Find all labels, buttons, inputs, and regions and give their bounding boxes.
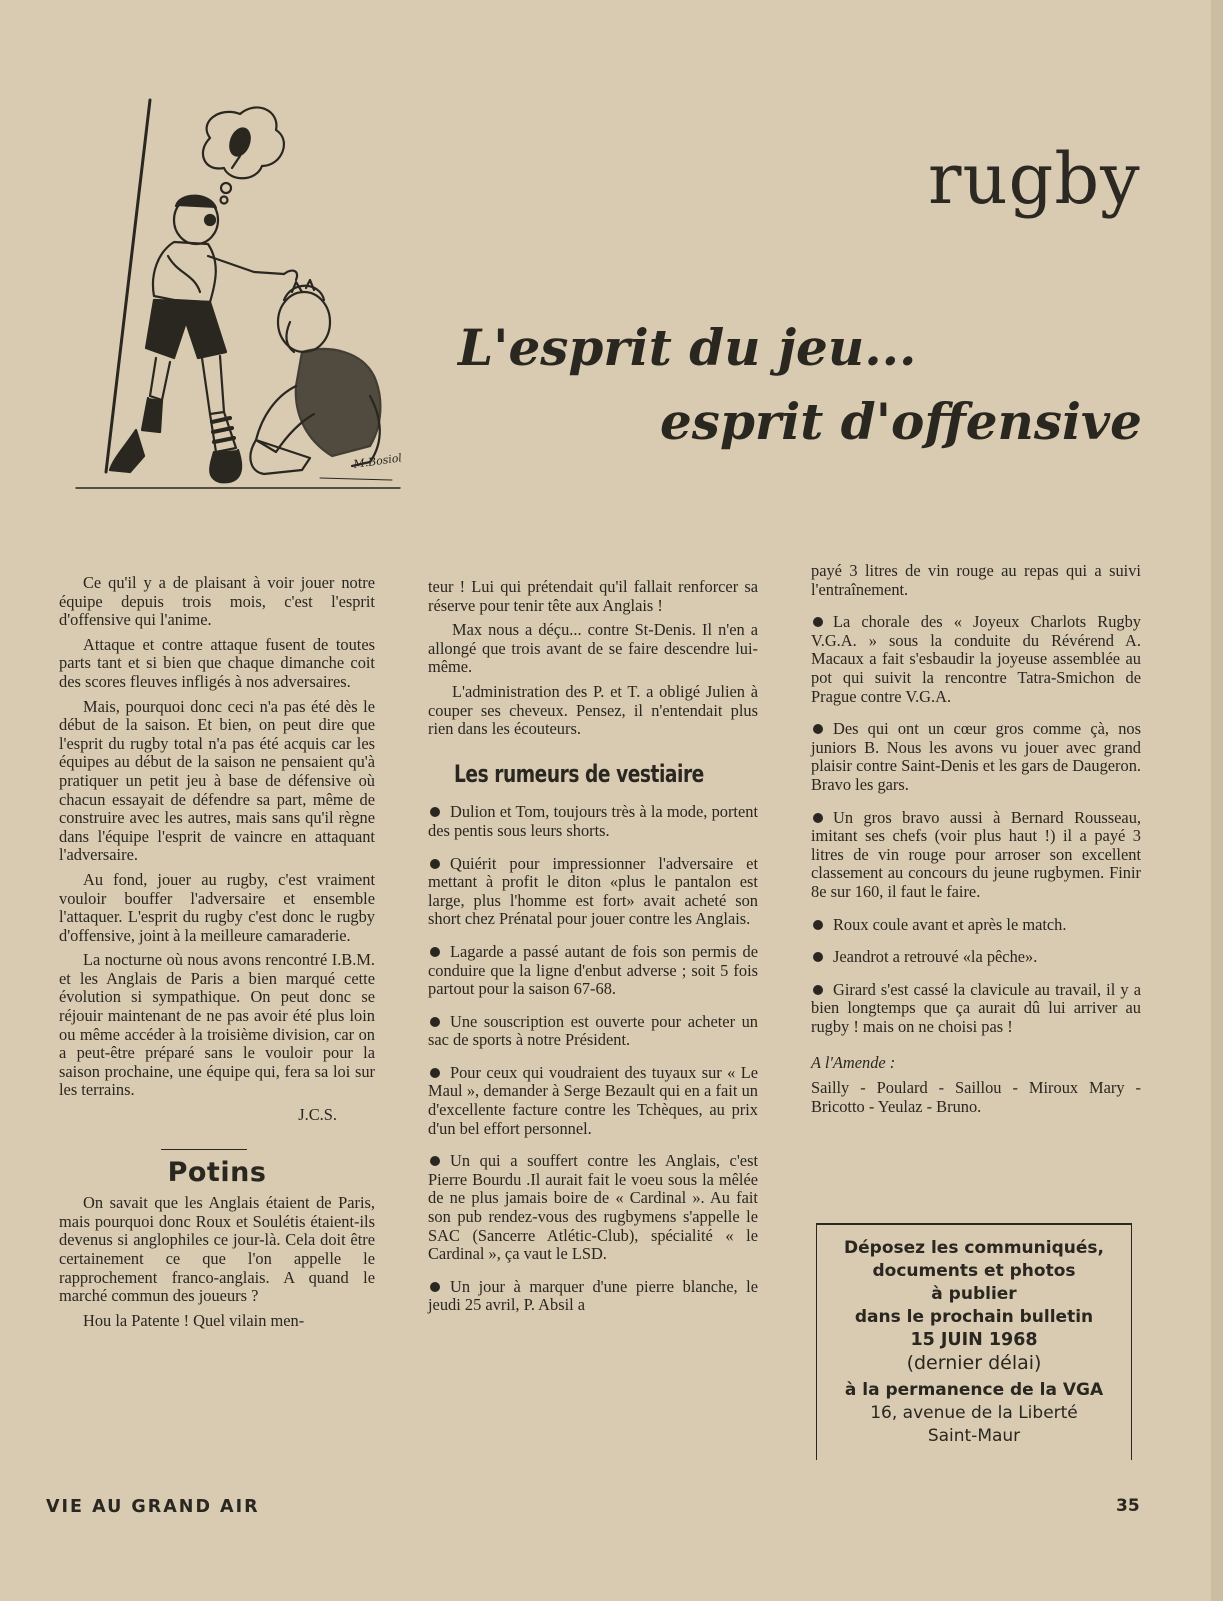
rumeurs-heading: Les rumeurs de vestiaire [454,759,704,788]
bullet-icon [813,813,823,823]
bullet-icon [430,1282,440,1292]
article-paragraph: Mais, pourquoi donc ceci n'a pas été dès le début de la saison. Et bien, on peut dire que l'esprit du rugby total n'a pas été acquis car les équipes au début de la saison ne pensaient qu'à pratiquer un petit jeu à base de défensive où chacun essayait de défendre sa part, même de construire avec les autres, mais sans qu'il règne dans l'équipe l'esprit de vaincre en attaquant l'adversaire. [59,696,375,865]
potins-heading: Potins [167,1156,267,1188]
section-divider [161,1149,247,1150]
bullet-icon [430,859,440,869]
potins-paragraph: On savait que les Anglais étaient de Paris, mais pourquoi donc Roux et Soulétis étaient-ils devenus si anglophiles ce jour-là. Cela doit être certainement ce que l'on appelle le rapprochement franco-anglais. A quand le marché commun des joueurs ? [59,1193,375,1306]
potins-paragraph: L'administration des P. et T. a obligé Julien à couper ses cheveux. Pensez, il n'entendait plus rien dans les écouteurs. [428,681,758,739]
rugby-cartoon-illustration [70,96,410,496]
list-item-continuation: payé 3 litres de vin rouge au repas qui a suivi l'entraînement. [811,561,1141,599]
svg-text:M.Bosiol: M.Bosiol [352,451,403,471]
notice-line: documents et photos [872,1261,1076,1281]
article-paragraph: Au fond, jouer au rugby, c'est vraiment vouloir bouffer l'adversaire et ensemble l'attaquer. L'esprit du rugby c'est donc le rugby d'offensive, joint à la meilleure camaraderie. [59,869,375,945]
section-title: rugby [928,138,1141,220]
article-paragraph: Attaque et contre attaque fusent de toutes parts tant et si bien que chaque dimanche coit des scores fleuves infligés à nos adversaires. [59,634,375,691]
list-item: Dulion et Tom, toujours très à la mode, portent des pentis sous leurs shorts. [428,802,758,840]
list-item: Des qui ont un cœur gros comme çà, nos juniors B. Nous les avons vu jouer avec grand plaisir contre Saint-Denis et les gars de Daugeron. Bravo les gars. [811,719,1141,794]
potins-paragraph: teur ! Lui qui prétendait qu'il fallait renforcer sa réserve pour tenir tête aux Anglais ! [428,577,758,615]
bullet-icon [813,952,823,962]
headline-line-1: L'esprit du jeu... [458,318,917,377]
page-edge [1211,0,1223,1601]
list-item: Lagarde a passé autant de fois son permis de conduire que la ligne d'enbut adverse ; soit 5 fois partout pour la saison 67-68. [428,941,758,999]
list-item: Un gros bravo aussi à Bernard Rousseau, imitant ses chefs (voir plus haut !) il a payé 3 litres de vin rouge pour arroser son excellent classement au concours du jeune rugbymen. Finir 8e sur 160, il faut le faire. [811,807,1141,901]
list-item: Roux coule avant et après le match. [811,916,1141,935]
page-number: 35 [1116,1496,1140,1516]
potins-paragraph: Max nous a déçu... contre St-Denis. Il n'en a allongé que trois avant de se faire descendre lui-même. [428,620,758,677]
notice-line: dans le prochain bulletin [854,1307,1094,1327]
notice-address: 16, avenue de la Liberté [870,1403,1078,1423]
article-column-2 [428,578,758,1329]
list-item: Quiérit pour impressionner l'adversaire et mettant à profit le diton «plus le pantalon est large, plus l'homme est fort» avait acheté son short chez Prénatal pour jouer contre les Anglais. [428,853,758,929]
notice-deadline: (dernier délai) [906,1352,1042,1374]
article-paragraph: La nocturne où nous avons rencontré I.B.M. et les Anglais de Paris a bien marqué cette évolution si sympathique. On peut donc se réjouir maintenant de ne pas avoir été plus loin ou même accéder à la troisième division, car on a peut-être préparé sans le vouloir pour la saison prochaine, une équipe qui, fera sa loi sur les terrains. [59,950,375,1100]
notice-line: à publier [931,1284,1017,1304]
article-column-1 [59,574,375,1336]
notice-date: 15 JUIN 1968 [910,1330,1038,1350]
headline-line-2: esprit d'offensive [660,392,1142,451]
amende-heading: A l'Amende : [811,1053,896,1073]
notice-address: Saint-Maur [927,1426,1021,1446]
list-item: Jeandrot a retrouvé «la pêche». [811,948,1141,967]
notice-line: Déposez les communiqués, [844,1238,1104,1258]
potins-paragraph: Hou la Patente ! Quel vilain men- [83,1310,305,1330]
list-item: Un jour à marquer d'une pierre blanche, le jeudi 25 avril, P. Absil a [428,1276,758,1315]
article-paragraph: Ce qu'il y a de plaisant à voir jouer notre équipe depuis trois mois, c'est l'esprit d'offensive qui l'anime. [59,573,375,630]
bullet-icon [813,724,823,734]
bullet-icon [430,947,440,957]
bullet-icon [813,985,823,995]
list-item: Un qui a souffert contre les Anglais, c'est Pierre Bourdu .Il aurait fait le voeu sous la mêlée de ne plus jamais boire de « Cardinal ». Au fait son pub rendez-vous des rugbymens s'appelle le SAC (Sancerre Atlétic-Club), spécialité « le Cardinal », ça vaut le LSD. [428,1151,758,1264]
amende-names: Sailly - Poulard - Saillou - Miroux Mary - Bricotto - Yeulaz - Bruno. [811,1078,1141,1116]
bullet-icon [430,1068,440,1078]
bullet-icon [430,807,440,817]
bullet-icon [430,1017,440,1027]
submission-notice-box [816,1223,1132,1460]
list-item: Pour ceux qui voudraient des tuyaux sur « Le Maul », demander à Serge Bezault qui en a fait un d'excellente facture contre les Tchèques, au prix d'un bel effort personnel. [428,1062,758,1138]
list-item: Une souscription est ouverte pour acheter un sac de sports à notre Président. [428,1011,758,1050]
bullet-icon [813,617,823,627]
bullet-icon [813,920,823,930]
notice-line: à la permanence de la VGA [844,1380,1104,1400]
magazine-name: VIE AU GRAND AIR [46,1497,260,1517]
article-signature: J.C.S. [298,1105,337,1125]
bullet-icon [430,1156,440,1166]
list-item: La chorale des « Joyeux Charlots Rugby V.G.A. » sous la conduite du Révérend A. Macaux a fait s'esbaudir la joyeuse assemblée au pot qui suivit la rencontre Tatra-Smichon de Prague contre V.G.A. [811,612,1141,706]
list-item: Girard s'est cassé la clavicule au travail, il y a bien longtemps que ça aurait dû lui arriver au rugby ! mais on ne choisi pas ! [811,979,1141,1036]
article-column-3 [811,562,1141,1122]
